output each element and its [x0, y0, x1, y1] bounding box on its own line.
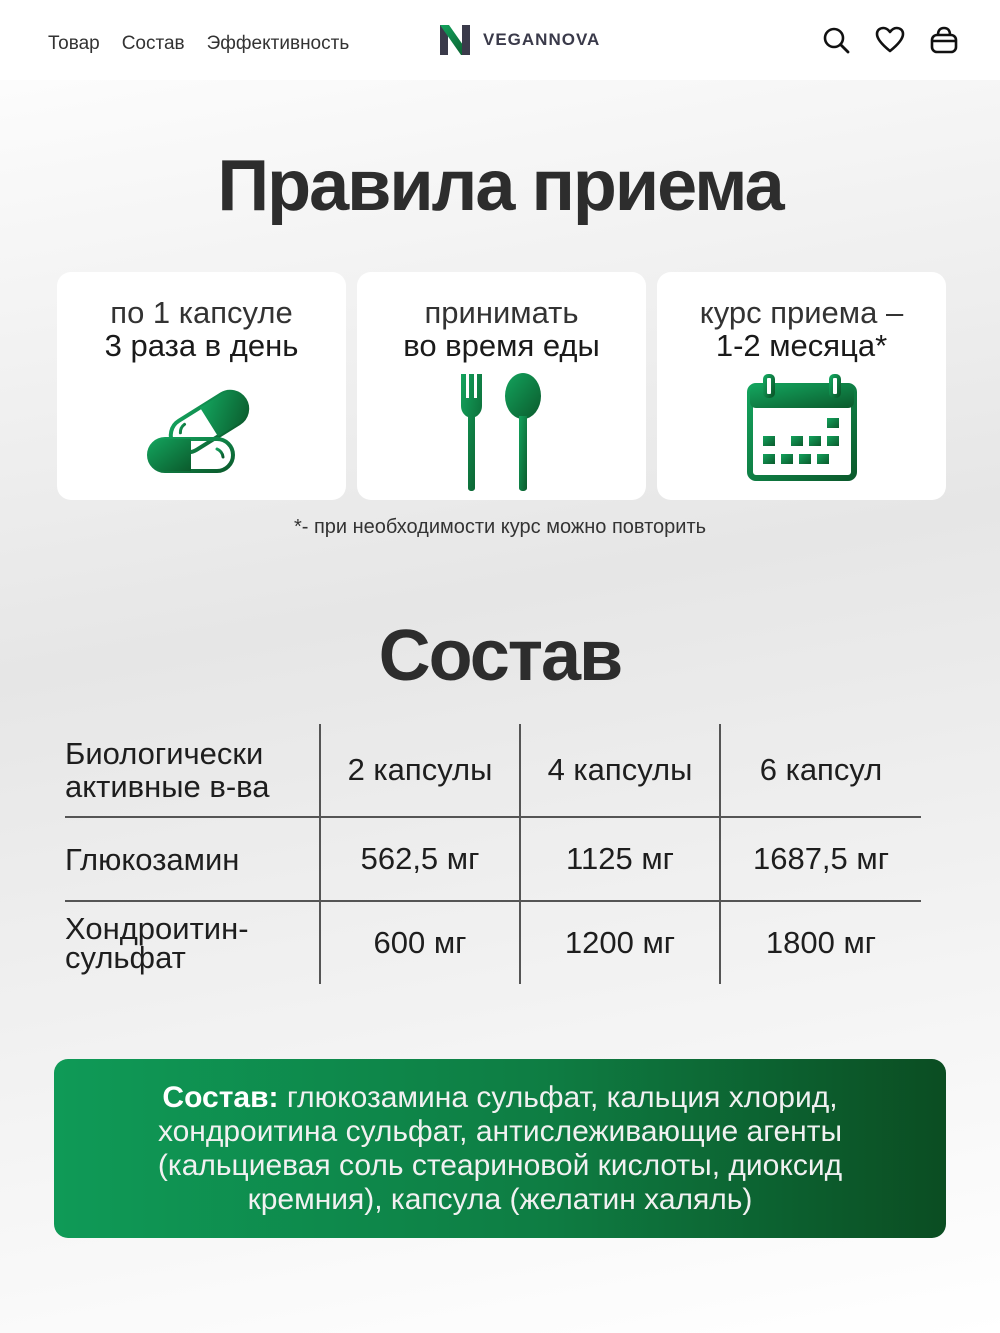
- card-course-line1: курс приема –: [699, 295, 904, 330]
- header-actions: [820, 24, 960, 56]
- brand-logo[interactable]: [437, 22, 600, 58]
- dosage-cards: [57, 272, 946, 500]
- heart-icon[interactable]: [874, 24, 906, 56]
- site-header: [0, 0, 1000, 80]
- brand-n-icon: [437, 22, 473, 58]
- composition-table: [65, 724, 921, 984]
- card-dosage: [57, 272, 346, 500]
- card-food-line2: во время еды: [403, 328, 600, 363]
- table-cell-value: 1800 мг: [719, 902, 921, 984]
- card-dosage-line2: 3 раза в день: [104, 328, 299, 363]
- card-food-line1: принимать: [424, 295, 579, 330]
- card-dosage-line1: по 1 капсуле: [110, 295, 293, 330]
- composition-title: Состав: [378, 616, 622, 696]
- nav-link-composition[interactable]: Состав: [121, 33, 185, 54]
- ingredients-label: Состав:: [162, 1080, 279, 1114]
- ingredients-list: глюкозамина сульфат, кальция хлорид, хондроитина сульфат, антислеживающие агенты (кальциевая соль стеариновой кислоты, диоксид кремния), капсула (желатин халяль): [157, 1080, 843, 1216]
- table-cell-value: 1125 мг: [519, 818, 719, 900]
- table-header-2-capsules: 2 капсулы: [319, 724, 519, 816]
- main-nav: [48, 33, 349, 55]
- table-header-substance: Биологически активные в-ва: [65, 736, 270, 804]
- table-row: [65, 816, 921, 900]
- rules-title: Правила приема: [217, 146, 783, 226]
- table-header-6-capsules: 6 капсул: [719, 724, 921, 816]
- capsules-icon: [147, 382, 257, 477]
- table-cell-substance: [65, 902, 319, 984]
- table-cell-value: 600 мг: [319, 902, 519, 984]
- course-footnote: *- при необходимости курс можно повторить: [293, 516, 707, 538]
- fork-spoon-icon: [457, 372, 547, 494]
- card-course-line2: 1-2 месяца*: [715, 328, 888, 363]
- bag-icon[interactable]: [928, 24, 960, 56]
- table-cell-value: 1687,5 мг: [719, 818, 921, 900]
- table-cell-substance: Глюкозамин: [65, 841, 240, 877]
- table-header-row: [65, 724, 921, 816]
- table-row: [65, 900, 921, 984]
- nav-link-product[interactable]: Товар: [48, 33, 100, 54]
- table-cell-value: 1200 мг: [519, 902, 719, 984]
- calendar-icon: [747, 374, 857, 482]
- ingredients-box: [54, 1059, 946, 1238]
- card-course: [657, 272, 946, 500]
- table-cell-value: 562,5 мг: [319, 818, 519, 900]
- table-header-4-capsules: 4 капсулы: [519, 724, 719, 816]
- table-cell-substance-text: Хондроитин-сульфат: [65, 911, 249, 975]
- ingredients-text: [94, 1081, 906, 1217]
- nav-link-effectiveness[interactable]: Эффективность: [206, 33, 350, 54]
- brand-name: VEGANNOVA: [483, 30, 601, 49]
- search-icon[interactable]: [820, 24, 852, 56]
- card-with-food: [357, 272, 646, 500]
